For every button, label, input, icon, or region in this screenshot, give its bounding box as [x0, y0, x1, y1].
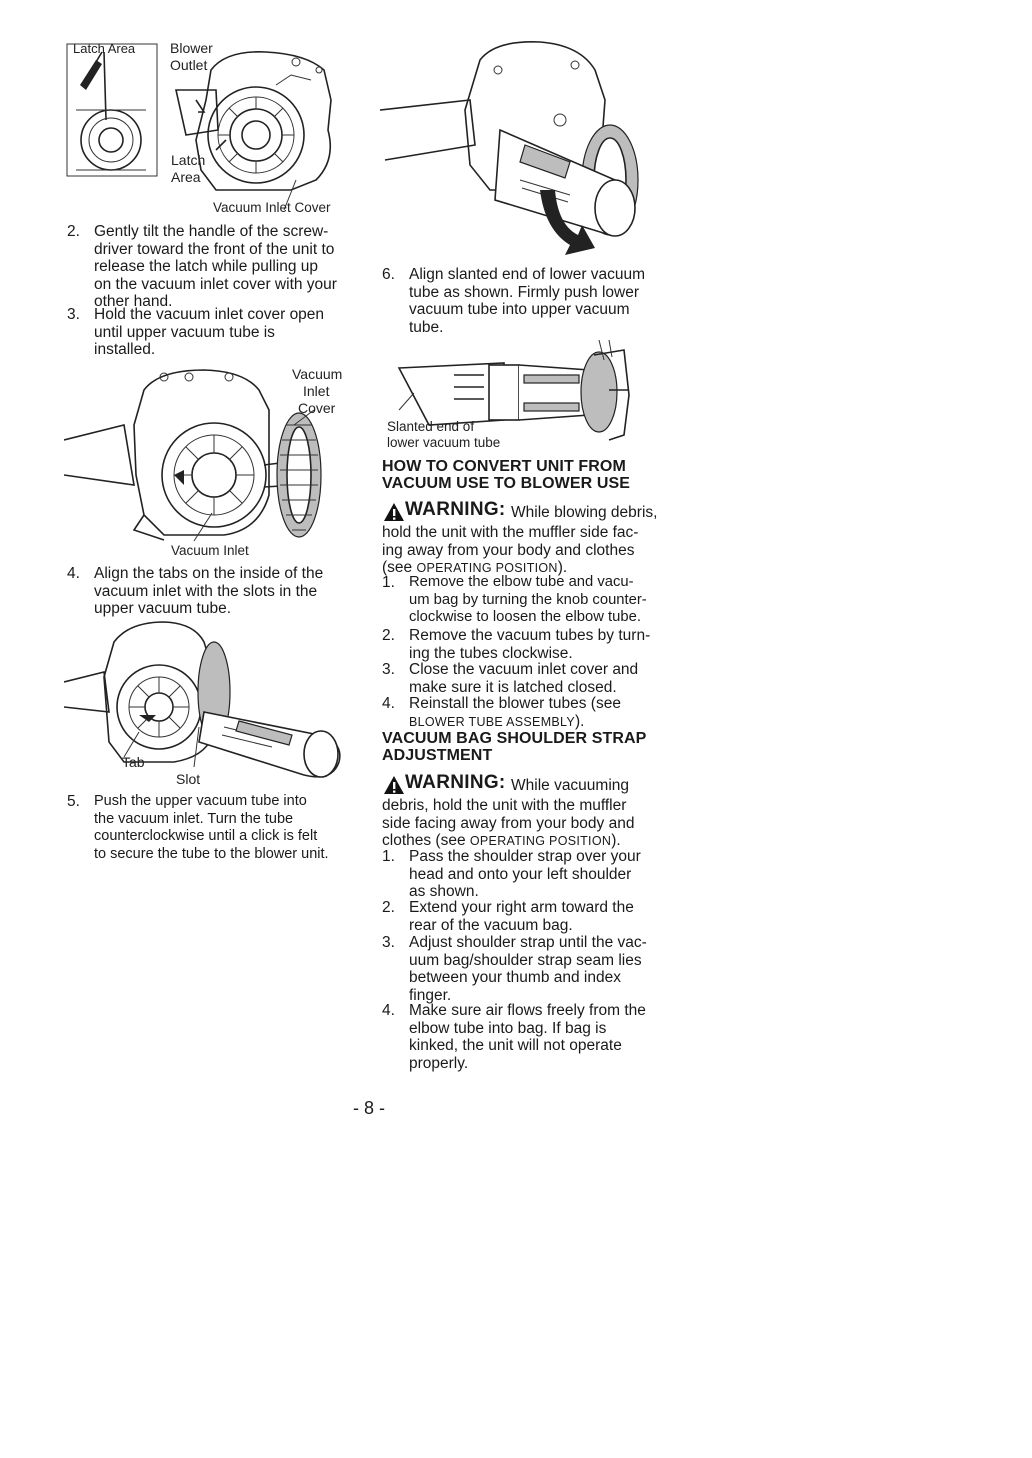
warning-ref-post: ). — [611, 832, 621, 850]
step-line: kinked, the unit will not operate — [409, 1037, 622, 1055]
step-number: 6. — [382, 266, 395, 283]
warning-ref-pre: (see — [382, 559, 417, 577]
warning-word: WARNING: — [405, 499, 506, 520]
label-cover-1: Cover — [298, 400, 336, 416]
step-line: upper vacuum tube. — [94, 600, 232, 618]
step-line: release the latch while pulling up — [94, 258, 319, 276]
label-slanted-2: lower vacuum tube — [387, 435, 501, 450]
blower-illustration-4 — [370, 30, 650, 265]
step-line: Adjust shoulder strap until the vac- — [409, 934, 647, 951]
step-number: 4. — [67, 565, 80, 582]
figure-latch-area — [66, 40, 356, 215]
step-number: 3. — [67, 306, 80, 323]
warning-line: debris, hold the unit with the muffler — [382, 797, 627, 814]
strap-step-2 — [382, 899, 682, 935]
step-line: on the vacuum inlet cover with your — [94, 275, 337, 293]
step-line: um bag by turning the knob counter- — [409, 591, 647, 608]
step-6 — [382, 266, 682, 341]
step-line: rear of the vacuum bag. — [409, 916, 573, 934]
heading-strap — [382, 730, 646, 764]
blower-illustration-1 — [66, 40, 356, 215]
step-5 — [67, 793, 367, 868]
label-vacuum-inlet: Vacuum Inlet — [171, 543, 249, 558]
step-line: tube as shown. Firmly push lower — [409, 283, 640, 301]
convert-step-1 — [382, 574, 682, 629]
step-line: ing the tubes clockwise. — [409, 644, 573, 662]
step-line: Push the upper vacuum tube into — [94, 793, 307, 809]
step-number: 1. — [382, 848, 395, 865]
step-number: 3. — [382, 934, 395, 951]
label-vacuum-inlet-cover: Vacuum Inlet Cover — [213, 200, 331, 215]
label-slanted-1: Slanted end of — [387, 419, 475, 434]
step-line: counterclockwise until a click is felt — [94, 828, 318, 845]
figure-upper-tube — [370, 30, 650, 265]
step-number: 2. — [67, 223, 80, 240]
step-number: 4. — [382, 1002, 395, 1019]
step-line: Close the vacuum inlet cover and — [409, 661, 639, 678]
heading-line: HOW TO CONVERT UNIT FROM — [382, 458, 626, 475]
step-line: head and onto your left shoulder — [409, 865, 632, 883]
step-ref: BLOWER TUBE ASSEMBLY — [409, 714, 576, 729]
step-line: Hold the vacuum inlet cover open — [94, 306, 325, 323]
warning-line: side facing away from your body and — [382, 814, 635, 832]
label-blower-outlet-2: Outlet — [170, 57, 208, 73]
warning-triangle-icon — [383, 775, 405, 795]
step-3 — [67, 306, 367, 361]
step-line: Remove the vacuum tubes by turn- — [409, 627, 651, 644]
step-number: 5. — [67, 793, 80, 810]
step-line: tube. — [409, 318, 444, 336]
step-number: 3. — [382, 661, 395, 678]
warning-word: WARNING: — [405, 772, 506, 793]
step-line: Pass the shoulder strap over your — [409, 848, 641, 865]
heading-line: ADJUSTMENT — [382, 747, 493, 764]
step-number: 2. — [382, 627, 395, 644]
label-tab: Tab — [122, 754, 145, 770]
step-4 — [67, 565, 367, 620]
step-line: driver toward the front of the unit to — [94, 240, 335, 258]
strap-step-3 — [382, 934, 682, 1006]
screwdriver-icon — [80, 52, 102, 90]
step-number: 1. — [382, 574, 395, 591]
step-line: clockwise to loosen the elbow tube. — [409, 609, 641, 626]
step-line: installed. — [94, 341, 156, 359]
convert-step-3 — [382, 661, 682, 697]
step-line: until upper vacuum tube is — [94, 323, 275, 341]
step-line: Extend your right arm toward the — [409, 899, 634, 916]
step-line: between your thumb and index — [409, 969, 621, 987]
strap-step-4 — [382, 1002, 682, 1074]
figure-tab-slot — [64, 617, 354, 792]
warning-ref: OPERATING POSITION — [416, 561, 558, 576]
step-line: make sure it is latched closed. — [409, 678, 617, 696]
step-line: Gently tilt the handle of the screw- — [94, 223, 329, 240]
heading-convert — [382, 458, 630, 492]
step-line: Remove the elbow tube and vacu- — [409, 574, 634, 590]
warning-text: While vacuuming — [511, 777, 630, 794]
figure-slanted-tube — [384, 335, 654, 450]
heading-line: VACUUM USE TO BLOWER USE — [382, 475, 631, 492]
step-number: 2. — [382, 899, 395, 916]
warning-ref-post: ). — [557, 559, 568, 577]
step-line: properly. — [409, 1054, 469, 1072]
heading-line: VACUUM BAG SHOULDER STRAP — [382, 730, 647, 747]
step-line: the vacuum inlet. Turn the tube — [94, 810, 294, 827]
step-line: Align the tabs on the inside of the — [94, 565, 324, 582]
step-line: Make sure air flows freely from the — [409, 1002, 646, 1019]
figure-vacuum-inlet — [64, 365, 354, 560]
step-line: elbow tube into bag. If bag is — [409, 1019, 607, 1037]
step-line: other hand. — [94, 293, 173, 311]
warning-text: While blowing debris, — [511, 504, 658, 521]
convert-step-2 — [382, 627, 682, 663]
warning-ref: OPERATING POSITION — [469, 834, 612, 849]
label-latch-1: Latch — [171, 152, 206, 168]
warning-line: ing away from your body and clothes — [382, 541, 635, 559]
step-line: finger. — [409, 986, 452, 1004]
warning-ref-pre: clothes (see — [382, 832, 470, 850]
label-vacuum-1: Vacuum — [292, 366, 343, 382]
step-line: to secure the tube to the blower unit. — [94, 845, 329, 862]
label-inlet-1: Inlet — [303, 383, 330, 399]
strap-step-1 — [382, 848, 682, 903]
label-blower-outlet-1: Blower — [170, 40, 213, 56]
step-line: Align slanted end of lower vacuum — [409, 266, 646, 283]
step-line: as shown. — [409, 883, 479, 901]
step-2 — [67, 223, 367, 313]
step-line: vacuum tube into upper vacuum — [409, 301, 630, 319]
step-line: vacuum inlet with the slots in the — [94, 582, 318, 600]
step-line: uum bag/shoulder strap seam lies — [409, 951, 642, 969]
warning-convert — [382, 499, 682, 578]
warning-strap — [382, 772, 682, 851]
label-latch-2: Area — [171, 169, 201, 185]
step-number: 4. — [382, 695, 395, 712]
step-line: Reinstall the blower tubes (see — [409, 695, 621, 712]
inset-label-latch-area: Latch Area — [73, 41, 136, 56]
page-number: - 8 - — [353, 1098, 386, 1118]
convert-step-4 — [382, 695, 682, 731]
warning-line: hold the unit with the muffler side fac- — [382, 524, 639, 541]
warning-triangle-icon — [383, 502, 405, 522]
blower-illustration-3 — [64, 617, 354, 792]
step-ref-post: ). — [575, 712, 585, 730]
label-slot: Slot — [176, 771, 201, 787]
